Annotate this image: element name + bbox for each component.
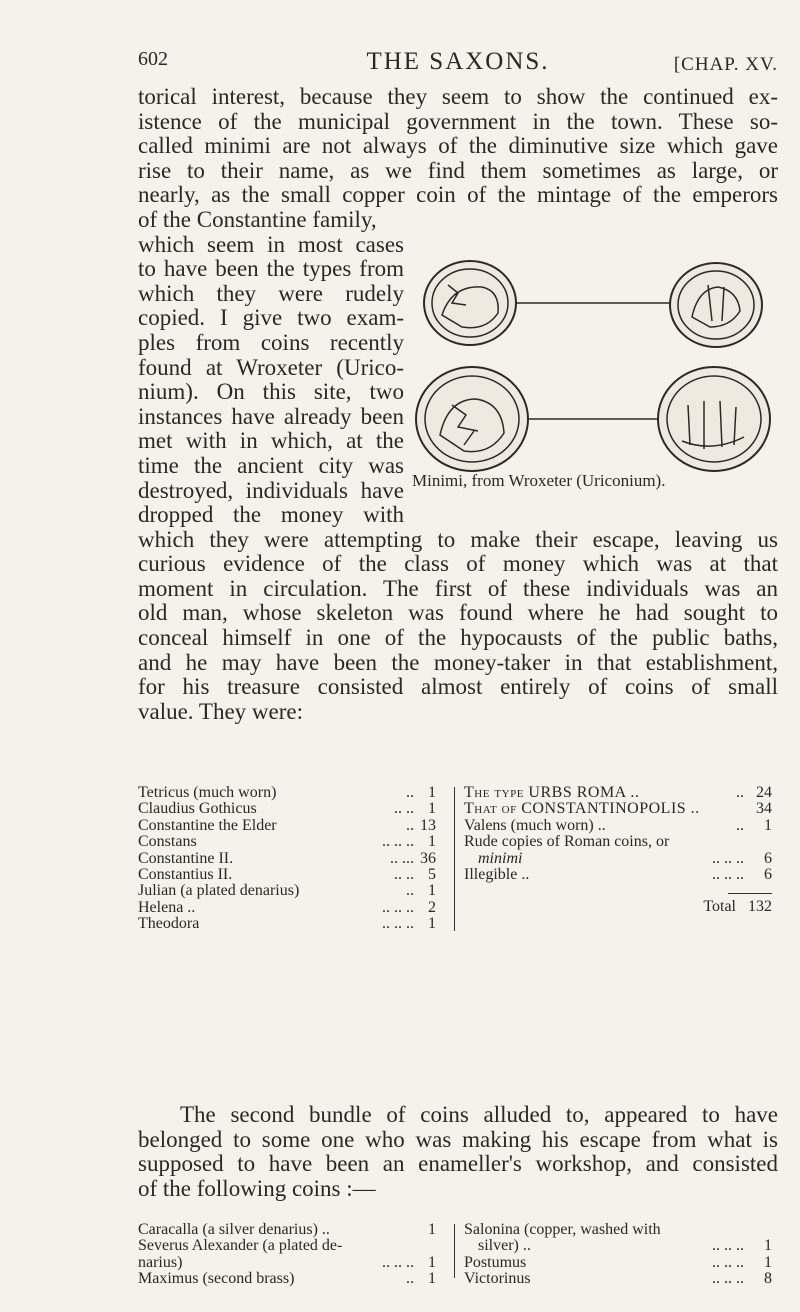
table-row: Severus Alexander (a plated de-: [138, 1237, 343, 1255]
table-column-left: [138, 1222, 436, 1288]
table-column-left: [138, 785, 436, 933]
coin-reverse-2: [658, 367, 770, 471]
table-row: Constantine II. 36 .. ...: [138, 849, 436, 867]
table-row: Rude copies of Roman coins, or: [464, 833, 670, 851]
table-row: Salonina (copper, washed with: [464, 1221, 661, 1238]
text-line: curious evidence of the class of money which was at that: [138, 551, 778, 577]
text-line: nium). On this site, two: [138, 379, 404, 405]
table-row: Victorinus .. .. .. 8: [464, 1270, 772, 1288]
column-divider: [454, 787, 455, 931]
table-row: Maximus (second brass) .. 1: [138, 1270, 436, 1288]
text-line: rise to their name, as we find them sometimes as large, or: [138, 157, 778, 183]
table-row: Postumus .. .. .. 1: [464, 1253, 772, 1271]
coin-table-2: [138, 1222, 778, 1312]
text-line: found at Wroxeter (Urico-: [138, 354, 404, 380]
text-line: of the following coins :—: [138, 1175, 376, 1201]
text-line: time the ancient city was: [138, 452, 404, 478]
table-row: silver) .. .. .. .. 1: [478, 1237, 772, 1255]
page-header: [138, 48, 778, 84]
figure-caption: Minimi, from Wroxeter (Uriconium).: [412, 471, 666, 490]
text-line: belonged to some one who was making his escape from what is: [138, 1126, 778, 1152]
page-number: 602: [138, 48, 168, 70]
table-row: narius) .. .. .. 1: [138, 1253, 436, 1271]
text-line: value. They were:: [138, 698, 303, 724]
text-line: met with in which, at the: [138, 428, 404, 454]
table-row: Constantius II. 5 .. ..: [138, 865, 436, 883]
text-line: of the Constantine family,: [138, 206, 377, 232]
text-line: The second bundle of coins alluded to, appeared to have: [180, 1102, 778, 1127]
text-line: which seem in most cases: [138, 231, 404, 257]
table-total-row: Total 132: [703, 898, 772, 915]
text-line: called minimi are not always of the diminutive size which gave: [138, 133, 778, 159]
table-row: Caracalla (a silver denarius) .. 1: [138, 1221, 436, 1238]
text-line: which they were rudely: [138, 280, 404, 306]
chapter-label: [CHAP. XV.: [673, 54, 778, 75]
table-row: Claudius Gothicus 1 .. ..: [138, 800, 436, 818]
coin-table-1: [138, 785, 778, 935]
table-column-right: [464, 784, 772, 915]
text-line: old man, whose skeleton was found where he had sought to: [138, 600, 778, 626]
running-title: THE SAXONS.: [366, 48, 550, 75]
coin-obverse-1: [424, 261, 516, 345]
coin-engraving-icon: [412, 255, 774, 475]
text-line: instances have already been: [138, 403, 404, 429]
text-line: nearly, as the small copper coin of the mintage of the emperors: [138, 182, 778, 208]
table-row: Helena .. 2 .. .. ..: [138, 898, 436, 916]
table-row: Tetricus (much worn) 1 ..: [138, 784, 436, 801]
text-line: supposed to have been an enameller's workshop, and consisted: [138, 1151, 778, 1177]
text-line: dropped the money with: [138, 502, 404, 528]
table-row: Constantine the Elder 13 ..: [138, 816, 436, 834]
table-column-right: [464, 1222, 772, 1288]
total-rule: [728, 893, 772, 894]
coin-reverse-1: [670, 263, 762, 347]
text-line: for his treasure consisted almost entirely of coins of small: [138, 674, 778, 700]
text-line: and he may have been the money-taker in that establishment,: [138, 649, 778, 675]
table-row: Valens (much worn) .. .. 1: [464, 816, 772, 834]
table-row: Theodora 1 .. .. ..: [138, 915, 436, 933]
text-line: istence of the municipal government in the town. These so-: [138, 108, 778, 134]
column-divider: [454, 1224, 455, 1278]
text-line: to have been the types from: [138, 256, 404, 282]
table-row: The type URBS ROMA .. .. 24: [464, 784, 772, 801]
text-line: ples from coins recently: [138, 329, 404, 355]
table-row: Constans 1 .. .. ..: [138, 833, 436, 851]
table-row: minimi .. .. .. 6: [478, 849, 772, 867]
paragraph-2: [138, 1103, 778, 1201]
table-row: That of CONSTANTINOPOLIS .. 34: [464, 800, 772, 818]
text-line: conceal himself in one of the hypocausts of the public baths,: [138, 625, 778, 651]
text-line: destroyed, individuals have: [138, 477, 404, 503]
coin-figure: [412, 255, 774, 497]
table-row: Julian (a plated denarius) 1 ..: [138, 882, 436, 900]
table-row: Illegible .. .. .. .. 6: [464, 865, 772, 883]
text-line: copied. I give two exam-: [138, 305, 404, 331]
coin-obverse-2: [416, 367, 528, 471]
text-line: torical interest, because they seem to show the continued ex-: [138, 84, 778, 109]
text-line: which they were attempting to make their escape, leaving us: [138, 526, 778, 552]
text-line: moment in circulation. The first of these individuals was an: [138, 575, 778, 601]
